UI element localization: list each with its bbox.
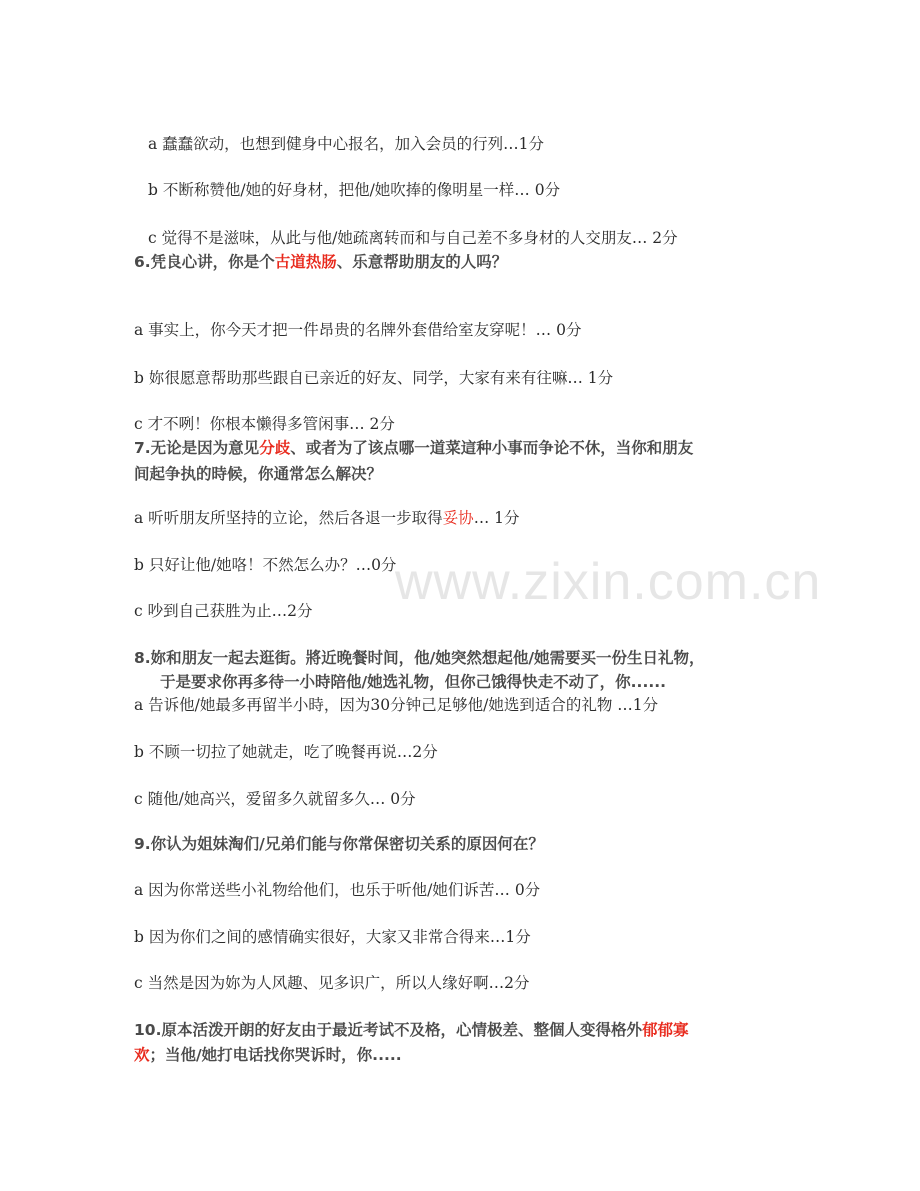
- q6-highlight: 古道热肠: [274, 253, 337, 271]
- q7-option-c: c 吵到自己获胜为止…2分: [134, 602, 313, 620]
- q7-title-line2: 间起争执的時候，你通常怎么解决？: [134, 465, 383, 483]
- q7-option-a: a 听听朋友所坚持的立论，然后各退一步取得妥协… 1分: [134, 509, 520, 527]
- q8-option-a: a 告诉他/她最多再留半小時，因为30分钟己足够他/她选到适合的礼物 …1分: [134, 696, 659, 714]
- q5-option-b: b 不断称赞他/她的好身材，把他/她吹捧的像明星一样… 0分: [148, 181, 561, 199]
- q6-option-b: b 妳很愿意帮助那些跟自已亲近的好友、同学，大家有来有往嘛… 1分: [134, 369, 614, 387]
- q9-option-b: b 因为你们之间的感情确实很好，大家又非常合得来…1分: [134, 928, 531, 946]
- q8-option-c: c 随他/她高兴，爱留多久就留多久… 0分: [134, 790, 416, 808]
- q10-highlight-1: 郁郁寡: [641, 1021, 689, 1039]
- q6-option-a: a 事实上，你今天才把一件昂贵的名牌外套借给室友穿呢！… 0分: [134, 321, 582, 339]
- q6-title: 6.凭良心讲，你是个古道热肠、乐意帮助朋友的人吗？: [134, 253, 508, 271]
- watermark: www.zixin.com.cn: [395, 553, 822, 611]
- q7-title-line1: 7.无论是因为意见分歧、或者为了该点哪一道菜這种小事而争论不休，当你和朋友: [134, 439, 694, 457]
- q8-option-b: b 不顾一切拉了她就走，吃了晚餐再说…2分: [134, 743, 438, 761]
- q8-title-line1: 8.妳和朋友一起去逛街。將近晚餐时间，他/她突然想起他/她需要买一份生日礼物，: [134, 649, 705, 667]
- q9-option-a: a 因为你常送些小礼物给他们，也乐于听他/她们诉苦… 0分: [134, 881, 541, 899]
- q10-highlight-2: 欢: [134, 1046, 150, 1064]
- q7-option-b: b 只好让他/她咯！不然怎么办？…0分: [134, 556, 397, 574]
- q5-option-a: a 蠢蠢欲动，也想到健身中心报名，加入会员的行列…1分: [148, 135, 545, 153]
- q10-title-line1: 10.原本活泼开朗的好友由于最近考试不及格，心情极差、整個人变得格外郁郁寡: [134, 1021, 689, 1039]
- q8-title-line2: 于是要求你再多待一小時陪他/她选礼物，但你己饿得快走不动了，你......: [160, 673, 666, 691]
- q10-title-line2: 欢；当他/她打电话找你哭诉时，你.....: [134, 1046, 402, 1064]
- q5-option-c: c 觉得不是滋味，从此与他/她疏离转而和与自己差不多身材的人交朋友… 2分: [148, 229, 678, 247]
- q9-title: 9.你认为姐妹淘们/兄弟们能与你常保密切关系的原因何在？: [134, 835, 544, 853]
- q7-option-a-highlight: 妥协: [442, 509, 474, 527]
- q7-highlight: 分歧: [259, 439, 291, 457]
- q6-option-c: c 才不咧！你根本懒得多管闲事… 2分: [134, 415, 395, 433]
- q9-option-c: c 当然是因为妳为人风趣、见多识广，所以人缘好啊…2分: [134, 974, 530, 992]
